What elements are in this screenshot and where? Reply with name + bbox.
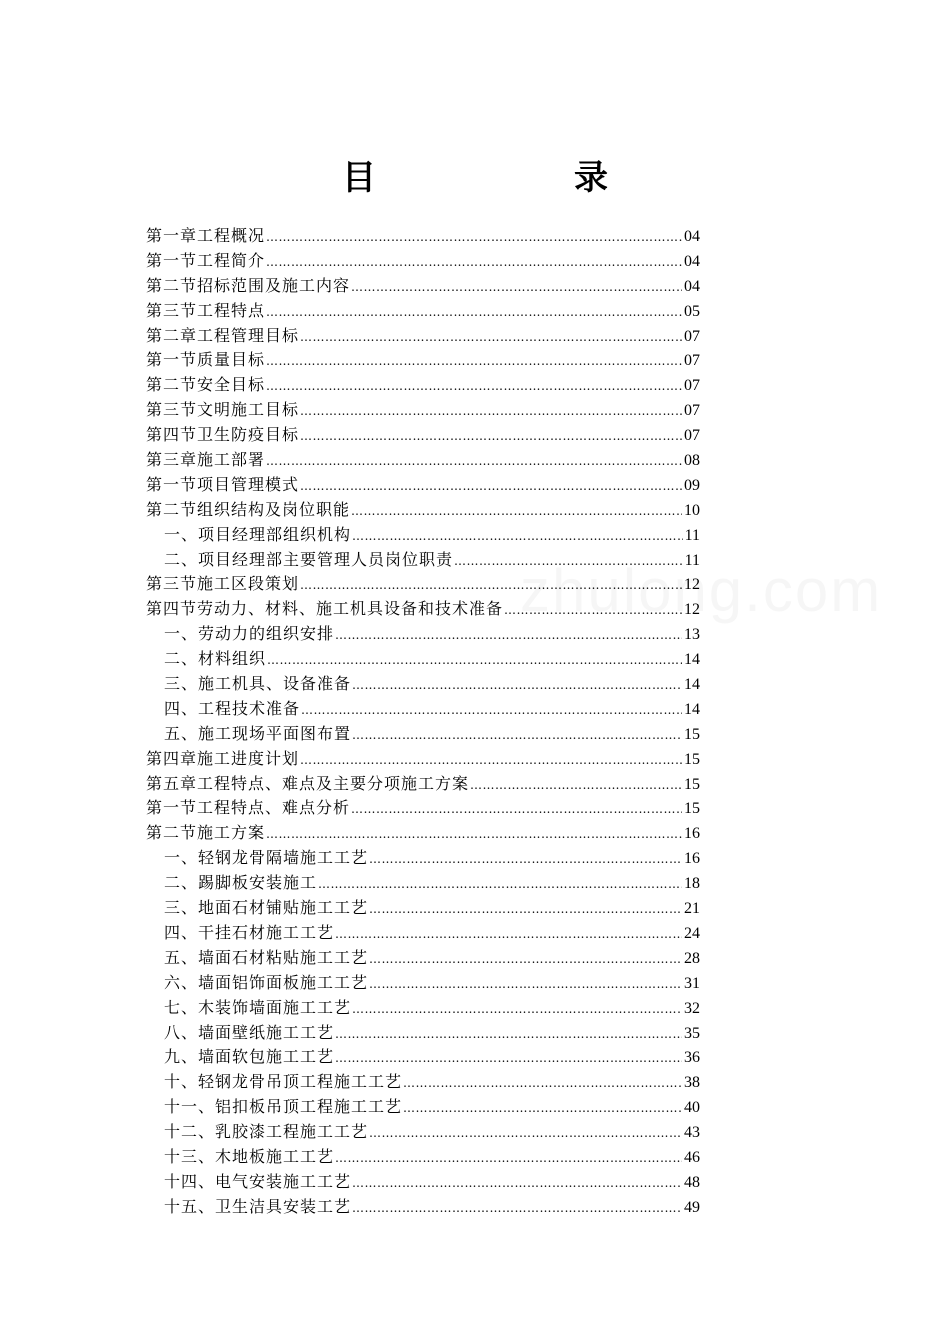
toc-entry[interactable]	[146, 747, 700, 772]
toc-page-number: 04	[684, 252, 700, 270]
toc-leader-dots	[300, 573, 682, 598]
toc-entry[interactable]	[146, 971, 700, 996]
toc-leader-dots	[300, 748, 682, 773]
toc-entry-title: 二、材料组织	[164, 649, 267, 669]
toc-entry-title: 第二章工程管理目标	[146, 325, 300, 345]
toc-entry[interactable]	[146, 473, 700, 498]
toc-page-number: 15	[684, 725, 700, 743]
toc-page-number: 36	[684, 1049, 700, 1067]
toc-entry[interactable]	[146, 224, 700, 249]
toc-page-number: 10	[684, 501, 700, 519]
toc-page-number: 46	[684, 1148, 700, 1166]
toc-leader-dots	[266, 822, 682, 847]
toc-entry[interactable]	[146, 448, 700, 473]
toc-entry[interactable]	[146, 722, 700, 747]
toc-page-number: 12	[684, 601, 700, 619]
toc-page-number: 18	[684, 875, 700, 893]
toc-entry[interactable]	[146, 796, 700, 821]
toc-entry-title: 三、施工机具、设备准备	[164, 674, 352, 694]
toc-page-number: 11	[684, 551, 700, 569]
toc-entry-title: 第二节组织结构及岗位职能	[146, 499, 351, 519]
toc-entry[interactable]	[146, 299, 700, 324]
toc-page-number: 24	[684, 924, 700, 942]
toc-leader-dots	[266, 300, 682, 325]
toc-page-number: 07	[684, 352, 700, 370]
toc-page-number: 15	[684, 800, 700, 818]
toc-page-number: 04	[684, 228, 700, 245]
toc-entry-title: 四、干挂石材施工工艺	[164, 922, 335, 942]
toc-leader-dots	[351, 499, 682, 524]
toc-page-number: 38	[684, 1074, 700, 1092]
toc-entry[interactable]	[146, 672, 700, 697]
toc-entry[interactable]	[146, 821, 700, 846]
toc-entry[interactable]	[146, 1195, 700, 1220]
toc-entry[interactable]	[146, 622, 700, 647]
toc-entry-title: 第四节劳动力、材料、施工机具设备和技术准备	[146, 599, 504, 619]
toc-leader-dots	[504, 598, 682, 623]
toc-leader-dots	[300, 424, 682, 449]
toc-entry[interactable]	[146, 697, 700, 722]
toc-entry-title: 第一节项目管理模式	[146, 474, 300, 494]
toc-entry-title: 七、木装饰墙面施工工艺	[164, 997, 352, 1017]
toc-page-number: 35	[684, 1024, 700, 1042]
toc-leader-dots	[335, 922, 682, 947]
toc-entry[interactable]	[146, 647, 700, 672]
toc-page-number: 43	[684, 1124, 700, 1142]
toc-entry-title: 十二、乳胶漆工程施工工艺	[164, 1122, 369, 1142]
toc-entry[interactable]	[146, 1120, 700, 1145]
toc-entry-title: 第三节工程特点	[146, 300, 266, 320]
toc-leader-dots	[352, 524, 683, 549]
toc-entry-title: 一、劳动力的组织安排	[164, 624, 335, 644]
toc-leader-dots	[301, 698, 682, 723]
toc-page-number: 16	[684, 825, 700, 843]
toc-entry-title: 四、工程技术准备	[164, 698, 301, 718]
toc-leader-dots	[352, 997, 682, 1022]
toc-entry-title: 第一节工程特点、难点分析	[146, 798, 351, 818]
toc-page-number: 12	[684, 576, 700, 594]
toc-entry[interactable]	[146, 996, 700, 1021]
toc-entry-title: 第三章施工部署	[146, 450, 266, 470]
toc-leader-dots	[266, 349, 682, 374]
toc-entry-title: 第二节施工方案	[146, 823, 266, 843]
toc-entry[interactable]	[146, 423, 700, 448]
toc-page-number: 49	[684, 1198, 700, 1216]
toc-entry-title: 三、地面石材铺贴施工工艺	[164, 898, 369, 918]
toc-entry-title: 第三节施工区段策划	[146, 574, 300, 594]
toc-entry-title: 十三、木地板施工工艺	[164, 1146, 335, 1166]
toc-entry-title: 第五章工程特点、难点及主要分项施工方案	[146, 773, 470, 793]
toc-entry[interactable]	[146, 274, 700, 299]
toc-entry[interactable]	[146, 498, 700, 523]
toc-leader-dots	[454, 549, 683, 574]
toc-entry-title: 八、墙面壁纸施工工艺	[164, 1022, 335, 1042]
toc-leader-dots	[351, 797, 682, 822]
toc-page-number: 28	[684, 949, 700, 967]
toc-entry-title: 第三节文明施工目标	[146, 400, 300, 420]
toc-entry[interactable]	[146, 548, 700, 573]
toc-leader-dots	[403, 1096, 682, 1121]
toc-page-number: 14	[684, 676, 700, 694]
toc-page-number: 32	[684, 999, 700, 1017]
toc-entry[interactable]	[146, 324, 700, 349]
toc-entry[interactable]	[146, 846, 700, 871]
toc-entry-title: 第一节质量目标	[146, 350, 266, 370]
toc-entry-title: 十、轻钢龙骨吊顶工程施工工艺	[164, 1072, 403, 1092]
toc-entry-title: 一、项目经理部组织机构	[164, 524, 352, 544]
toc-entry[interactable]	[146, 1021, 700, 1046]
toc-page-number: 15	[684, 775, 700, 793]
toc-entry[interactable]	[146, 1145, 700, 1170]
toc-entry-title: 十四、电气安装施工工艺	[164, 1171, 352, 1191]
toc-page-number: 15	[684, 750, 700, 768]
toc-entry-title: 第四节卫生防疫目标	[146, 425, 300, 445]
toc-page-number: 31	[684, 974, 700, 992]
toc-leader-dots	[266, 449, 682, 474]
toc-entry-title: 第二节安全目标	[146, 375, 266, 395]
toc-entry[interactable]	[146, 946, 700, 971]
toc-page-number: 09	[684, 476, 700, 494]
toc-entry-title: 一、轻钢龙骨隔墙施工工艺	[164, 848, 369, 868]
toc-entry-title: 第一节工程简介	[146, 250, 266, 270]
toc-entry[interactable]	[146, 871, 700, 896]
toc-page-number: 07	[684, 377, 700, 395]
toc-entry-title: 五、施工现场平面图布置	[164, 723, 352, 743]
toc-leader-dots	[369, 897, 682, 922]
page-title: 目 录	[342, 158, 690, 198]
toc-leader-dots	[266, 374, 682, 399]
toc-page-number: 07	[684, 402, 700, 420]
toc-leader-dots	[369, 972, 682, 997]
toc-leader-dots	[470, 773, 682, 798]
toc-entry-title: 二、项目经理部主要管理人员岗位职责	[164, 549, 454, 569]
toc-entry-title: 第二节招标范围及施工内容	[146, 275, 351, 295]
toc-entry[interactable]	[146, 597, 700, 622]
toc-page-number: 21	[684, 900, 700, 918]
toc-leader-dots	[335, 1046, 682, 1071]
toc-leader-dots	[300, 399, 682, 424]
toc-leader-dots	[351, 275, 682, 300]
toc-leader-dots	[266, 225, 682, 250]
toc-entry-title: 十一、铝扣板吊顶工程施工工艺	[164, 1097, 403, 1117]
toc-entry-title: 二、踢脚板安装施工	[164, 873, 318, 893]
toc-entry[interactable]	[146, 398, 700, 423]
toc-leader-dots	[369, 847, 682, 872]
toc-leader-dots	[352, 673, 682, 698]
toc-leader-dots	[369, 947, 682, 972]
toc-leader-dots	[300, 325, 682, 350]
toc-leader-dots	[352, 1196, 682, 1221]
toc-entry[interactable]	[146, 772, 700, 797]
toc-entry-title: 九、墙面软包施工工艺	[164, 1047, 335, 1067]
toc-leader-dots	[267, 648, 682, 673]
toc-leader-dots	[352, 1171, 682, 1196]
toc-entry[interactable]	[146, 523, 700, 548]
toc-entry[interactable]	[146, 1170, 700, 1195]
toc-page-number: 14	[684, 700, 700, 718]
toc-entry-title: 第一章工程概况	[146, 226, 266, 245]
toc-page-number: 14	[684, 651, 700, 669]
toc-page-number: 05	[684, 302, 700, 320]
toc-leader-dots	[335, 1022, 682, 1047]
toc-leader-dots	[403, 1071, 682, 1096]
toc-leader-dots	[318, 872, 682, 897]
toc-page-number: 48	[684, 1173, 700, 1191]
toc-page-number: 07	[684, 427, 700, 445]
toc-entry[interactable]	[146, 249, 700, 274]
toc-leader-dots	[335, 623, 682, 648]
toc-page-number: 40	[684, 1099, 700, 1117]
toc-entry-title: 五、墙面石材粘贴施工工艺	[164, 947, 369, 967]
toc-leader-dots	[369, 1121, 682, 1146]
toc-leader-dots	[266, 250, 682, 275]
toc-entry-title: 十五、卫生洁具安装工艺	[164, 1196, 352, 1216]
toc-page-number: 04	[684, 277, 700, 295]
toc-entry[interactable]	[146, 1045, 700, 1070]
toc-entry[interactable]	[146, 1095, 700, 1120]
toc-entry[interactable]	[146, 921, 700, 946]
toc-page-number: 08	[684, 452, 700, 470]
toc-page-number: 07	[684, 327, 700, 345]
toc-page-number: 11	[684, 526, 700, 544]
toc-leader-dots	[335, 1146, 682, 1171]
table-of-contents	[146, 224, 700, 1220]
toc-leader-dots	[352, 723, 682, 748]
toc-page-number: 16	[684, 850, 700, 868]
toc-entry-title: 第四章施工进度计划	[146, 748, 300, 768]
toc-page-number: 13	[684, 626, 700, 644]
toc-entry[interactable]	[146, 373, 700, 398]
toc-entry[interactable]	[146, 348, 700, 373]
toc-entry[interactable]	[146, 1070, 700, 1095]
toc-entry[interactable]	[146, 572, 700, 597]
toc-entry-title: 六、墙面铝饰面板施工工艺	[164, 972, 369, 992]
toc-entry[interactable]	[146, 896, 700, 921]
toc-leader-dots	[300, 474, 682, 499]
